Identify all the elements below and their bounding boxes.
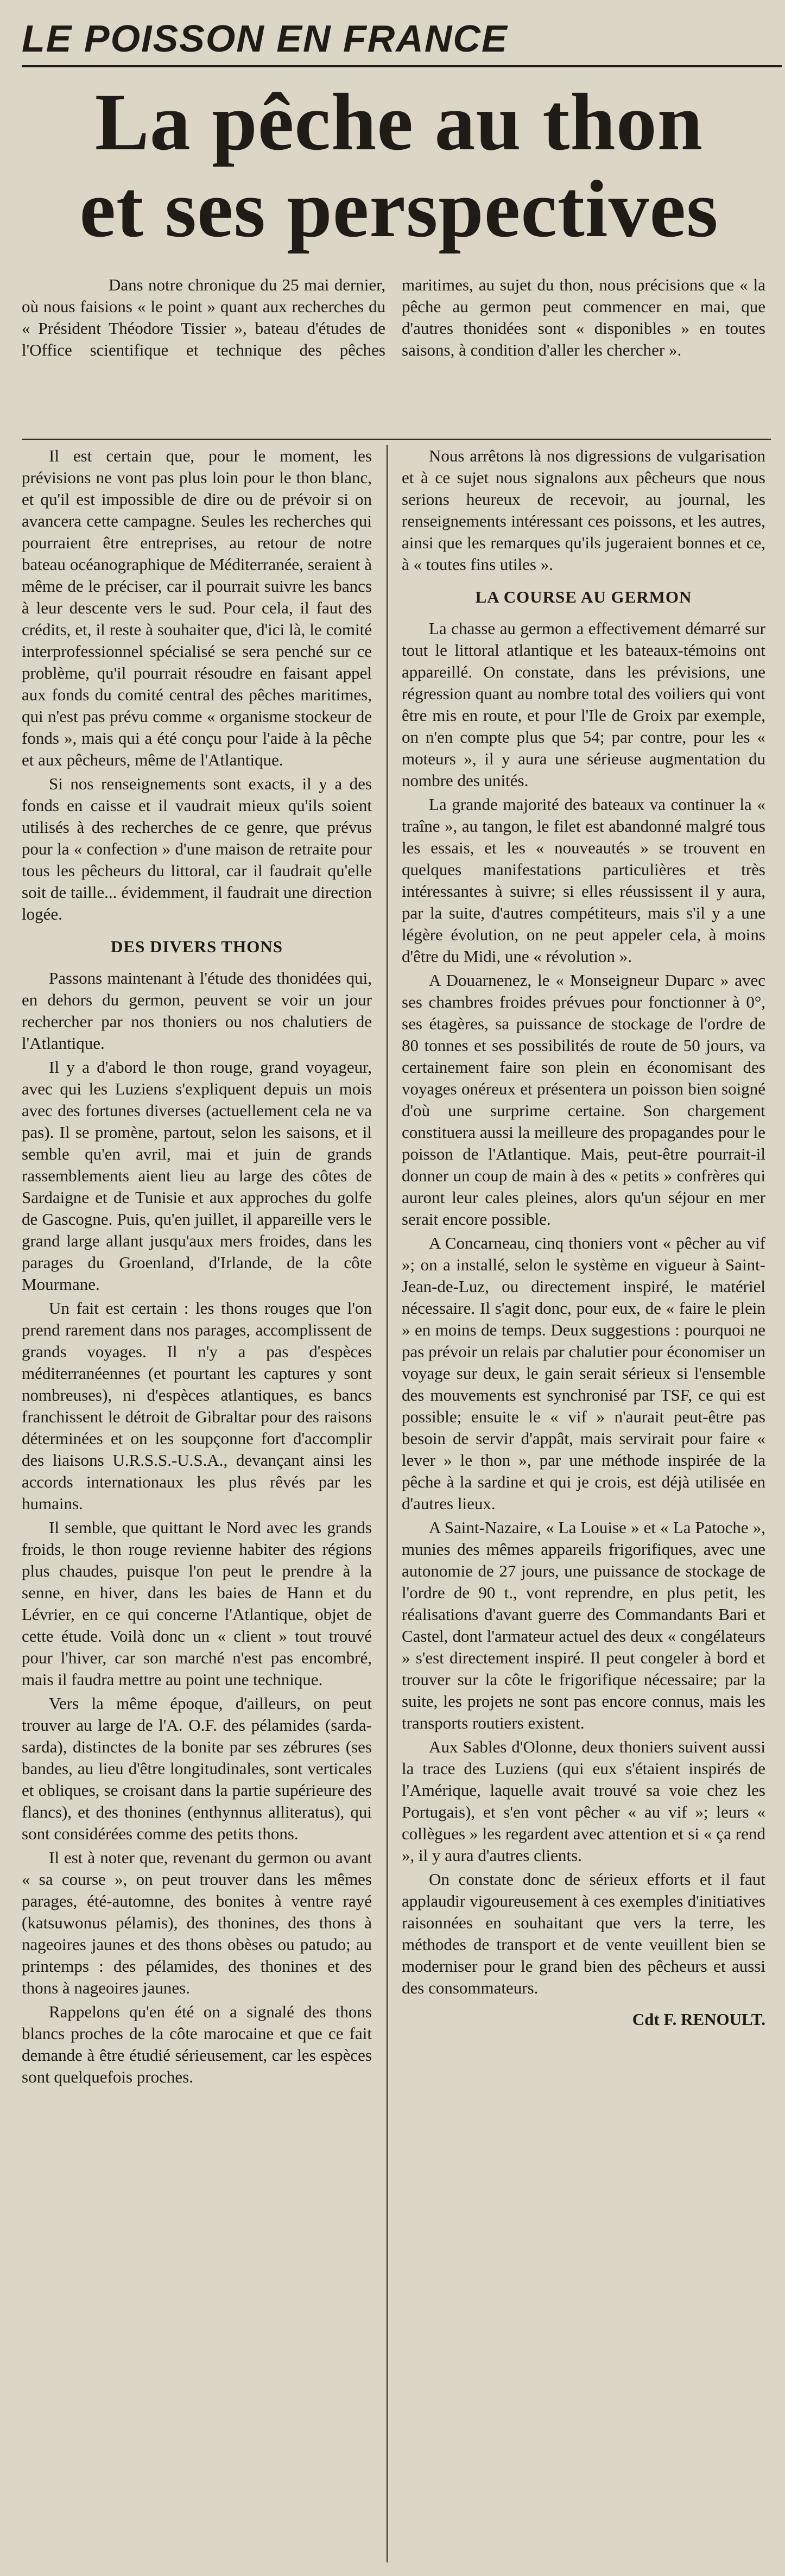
left-paragraph-6: Il semble, que quittant le Nord avec les grands froids, le thon rouge revienne habiter des régions plus chaudes, puisque l'on peut le prendre à la senne, en hiver, dans les baies de Hann et du Lévrier, en ce qui concerne l'Atlantique, objet de cette étude. Voilà donc un « client » tout trouvé pour l'hiver, car son marché n'est pas encombré, mais il faudra mettre au point une technique. — [22, 1518, 372, 1689]
right-paragraph-7: Aux Sables d'Olonne, deux thoniers suivent aussi la trace des Luziens (qui eux s'étaient inspirés de l'Amérique, laquelle avait trouvé sa voie chez les Portugais), et s'en vont pêcher « au vif »; leurs « collègues » les regardent avec attention et si « ça rend », il y aura d'autres clients. — [402, 1737, 765, 1865]
left-paragraph-2: Si nos renseignements sont exacts, il y a des fonds en caisse et il vaudrait mieux qu'ils soient utilisés à des recherches de ce genre, que prévus pour la « confection » d'une maison de retraite pour tous les pêcheurs du littoral, car il faudrait qu'elle soit de taille... évidemment, il faudrait une direction logée. — [22, 774, 372, 923]
right-paragraph-5: A Concarneau, cinq thoniers vont « pêcher au vif »; on a installé, selon le système en vigueur à Saint-Jean-de-Luz, ou directement inspiré, le matériel nécessaire. Il s'agit donc, pour eux, de « faire le plein » en moins de temps. Deux suggestions : pourquoi ne pas prévoir un relais par chalutier pour économiser un voyage sur deux, le gain serait sérieux si l'ensemble des mouvements est synchronisé par TSF, ce qui est possible; ensuite le « vif » n'aurait peut-être pas besoin de servir d'appât, mais servirait pour faire « lever » le thon », par une méthode inspirée de la pêche à la sardine et qui je crois, est déjà utilisée en d'autres lieux. — [402, 1233, 765, 1513]
headline-line-1: La pêche au thon — [94, 77, 704, 167]
left-paragraph-1: Il est certain que, pour le moment, les prévisions ne vont pas plus loin pour le thon blanc, et qu'il est impossible de dire ou de prévoir si on avancera cette campagne. Seules les recherches qui pourraient être entreprises, au retour de notre bateau océanographique de Méditerranée, seraient à même de le préciser, car il pourrait suivre les bancs à leur descente vers le sud. Pour cela, il faut des crédits, et, il reste à souhaiter que, d'ici là, le comité interprofessionnel spécialisé se sera penché sur ce problème, qu'il pourrait résoudre en faisant appel aux fonds du comité central des pêches maritimes, qui n'est pas prévu comme « organisme stockeur de fonds », mais qui a été conçu pour l'aide à la pêche et aux pêcheurs, même de l'Atlantique. — [22, 446, 372, 769]
intro-paragraph — [22, 274, 765, 437]
right-paragraph-4: A Douarnenez, le « Monseigneur Duparc » avec ses chambres froides prévues pour fonctionner à 0°, ses étagères, sa puissance de stockage de l'ordre de 80 tonnes et ses possibilités de route de 50 jours, va certainement faire son plein en économisant des voyages onéreux et présentera un poisson bien soigné d'où une surprime certaine. Son chargement constituera aussi la meilleure des propagandes pour le poisson de l'Atlantique. Mais, peut-être pourrait-il donner un coup de main à des « petits » confrères qui auront leur cales pleines, alors qu'un séjour en mer serait encore possible. — [402, 971, 765, 1229]
rubric-rule — [22, 65, 782, 67]
left-paragraph-4: Il y a d'abord le thon rouge, grand voyageur, avec qui les Luziens s'expliquent depuis un mois avec des fortunes diverses (actuellement cela ne va pas). Il se promène, partout, selon les saisons, et il semble qu'en avril, mai et juin de grands rassemblements aient lieu au large des côtes de Sardaigne et de Tunisie et aux approches du golfe de Gascogne. Puis, qu'en juillet, il appareille vers le grand large allant jusqu'aux mers froides, dans les parages du Groenland, d'Irlande, de la côte Mourmane. — [22, 1058, 372, 1294]
right-paragraph-6: A Saint-Nazaire, « La Louise » et « La Patoche », munies des mêmes appareils frigorifiques, avec une autonomie de 27 jours, une puissance de stockage de l'ordre de 90 t., vont reprendre, en plus petit, les réalisations d'avant guerre des Commandants Bari et Castel, dont l'armateur actuel des deux « congélateurs » s'est directement inspiré. Il peut congeler à bord et trouver sur la côte le frigorifique nécessaire; par la suite, les projets ne sont pas encore connus, mais les transports routiers existent. — [402, 1518, 765, 1732]
right-paragraph-3: La grande majorité des bateaux va continuer la « traîne », au tangon, le filet est abandonné malgré tous les essais, et les « nouveautés » se trouvent en quelques manifestations particulières et très intéressantes à suivre; si elles réussissent il y aura, par la suite, d'autres compétiteurs, mais s'il y a une légère évolution, on ne peut appeler cela, à moins d'être du Midi, une « révolution ». — [402, 795, 765, 966]
right-column — [402, 445, 765, 2562]
right-paragraph-2: La chasse au germon a effectivement démarré sur tout le littoral atlantique et les bateaux-témoins ont appareillé. On constate, dans les prévisions, une régression quant au nombre total des voiliers qui vont être mis en route, et pour l'Ile de Groix par exemple, on n'en compte plus que 54; par contre, pour les « moteurs », il y aura une sérieuse augmentation du nombre des unités. — [402, 619, 765, 790]
section-heading-germon: LA COURSE AU GERMON — [475, 587, 692, 606]
left-paragraph-5: Un fait est certain : les thons rouges que l'on prend rarement dans nos parages, accomplissent de grands voyages. Il n'y a pas d'espèces méditerranéennes (et pourtant les captures y sont nombreuses), ni d'espèces atlantiques, es bancs franchissent le détroit de Gibraltar pour des raisons déterminées et on les soupçonne fort d'accomplir des liaisons U.R.S.S.-U.S.A., devançant ainsi les accords internationaux les plus rêvés par les humains. — [22, 1299, 372, 1513]
left-paragraph-9: Rappelons qu'en été on a signalé des thons blancs proches de la côte marocaine et que ce fait demande à être étudié sérieusement, car les espèces sont quelquefois proches. — [22, 2002, 372, 2086]
left-paragraph-8: Il est à noter que, revenant du germon ou avant « sa course », on peut trouver dans les mêmes parages, été-automne, des bonites à ventre rayé (katsuwonus pélamis), des thonines, des thons à nageoires jaunes et des thons obèses ou patudo; au printemps : des pélamides, des thonines et des thons à nageoires jaunes. — [22, 1848, 372, 1997]
author-signature: Cdt F. RENOULT. — [632, 2010, 765, 2029]
left-column — [22, 445, 372, 2562]
left-paragraph-7: Vers la même époque, d'ailleurs, on peut trouver au large de l'A. O.F. des pélamides (sarda-sarda), distinctes de la bonite par ses zébrures (ses bandes, au lieu d'être longitudinales, sont verticales et obliques, se croisant dans la partie supérieure des flancs), et des thonines (enthynnus alliteratus), qui sont considérées comme des petits thons. — [22, 1694, 372, 1843]
right-paragraph-1: Nous arrêtons là nos digressions de vulgarisation et à ce sujet nous signalons aux pêcheurs que nous serions heureux de recevoir, au journal, les renseignements intéressant ces poissons, et les autres, ainsi que les remarques qu'ils jugeraient bonnes et ce, à « toutes fins utiles ». — [402, 446, 765, 574]
section-heading-thons: DES DIVERS THONS — [111, 937, 283, 956]
intro-text: Dans notre chronique du 25 mai dernier, où nous faisions « le point » quant aux recherches du « Président Théodore Tissier », bateau d'études de l'Office scientifique et technique des pêches maritimes, au sujet du thon, nous précisions que « la pêche au germon peut commencer en mai, que d'autres thonidées sont « disponibles » en toutes saisons, à condition d'aller les chercher ». — [22, 275, 765, 359]
intro-divider — [22, 439, 771, 440]
rubric-heading: LE POISSON EN FRANCE — [22, 17, 508, 60]
left-paragraph-3: Passons maintenant à l'étude des thonidées qui, en dehors du germon, peuvent se voir un jour rechercher par nos thoniers ou nos chalutiers de l'Atlantique. — [22, 969, 372, 1053]
right-paragraph-8: On constate donc de sérieux efforts et il faut applaudir vigoureusement à ces exemples d'initiatives raisonnées en souhaitant que vers la terre, les méthodes de transport et de vente veuillent bien se moderniser pour le grand bien des pêcheurs et aussi des consommateurs. — [402, 1870, 765, 1997]
headline-line-2: et ses perspectives — [79, 164, 719, 254]
column-divider — [387, 445, 388, 2562]
